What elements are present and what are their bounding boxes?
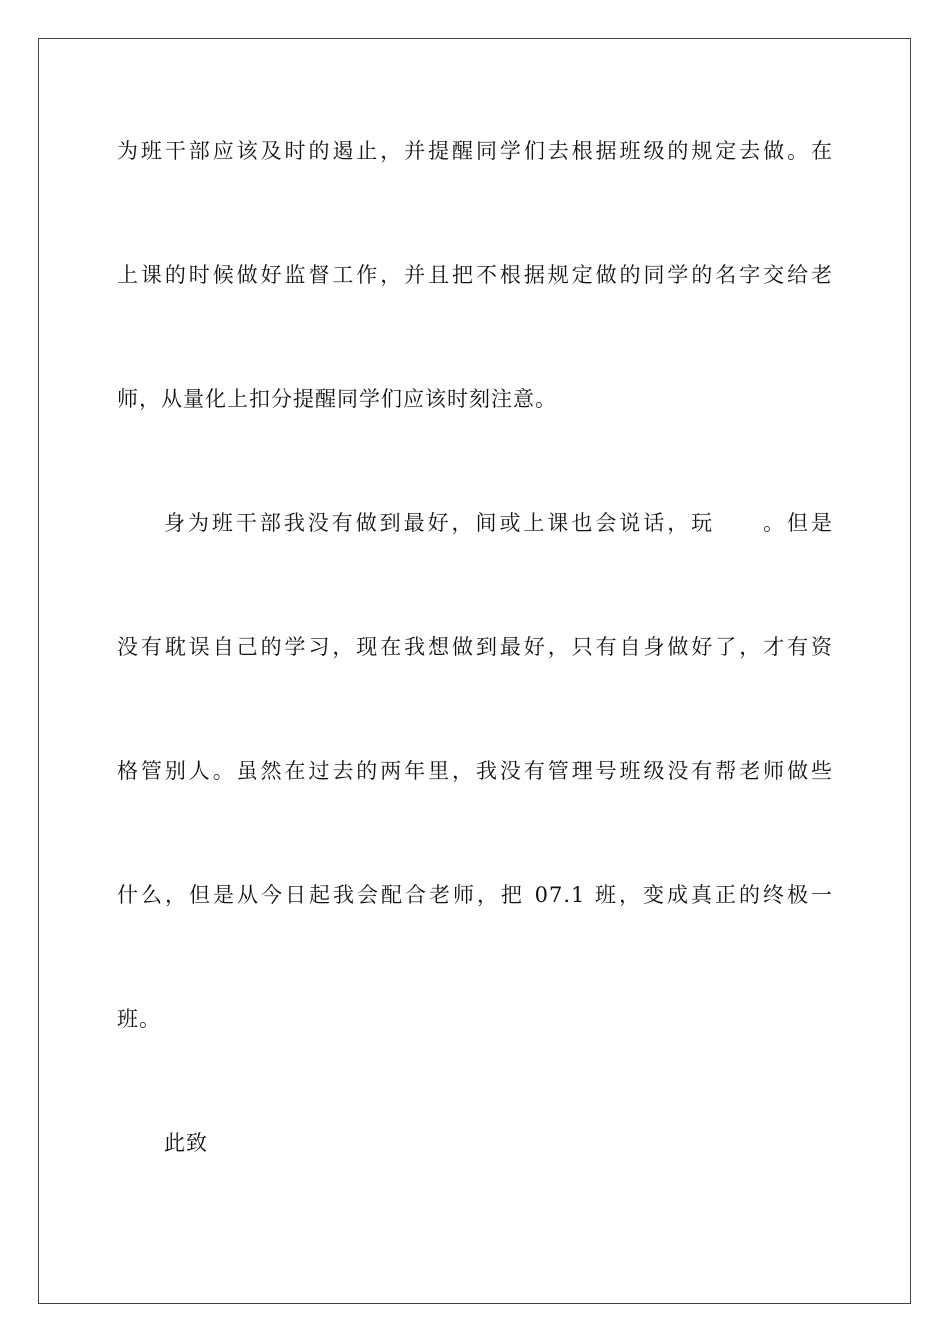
text-line-6: 格管别人。虽然在过去的两年里，我没有管理号班级没有帮老师做些 [117,759,833,783]
text-line-8: 班。 [117,1007,161,1031]
text-line-2: 上课的时候做好监督工作，并且把不根据规定做的同学的名字交给老 [117,263,833,287]
text-line-5: 没有耽误自己的学习，现在我想做到最好，只有自身做好了，才有资 [117,635,833,659]
text-line-3: 师，从量化上扣分提醒同学们应该时刻注意。 [117,387,557,411]
page-frame [38,38,911,1304]
text-line-1: 为班干部应该及时的遏止，并提醒同学们去根据班级的规定去做。在 [117,139,833,163]
text-line-4: 身为班干部我没有做到最好，间或上课也会说话，玩 。但是 [164,511,833,535]
text-line-7: 什么，但是从今日起我会配合老师，把 07.1 班，变成真正的终极一 [117,883,833,907]
closing-salutation: 此致 [164,1131,208,1155]
